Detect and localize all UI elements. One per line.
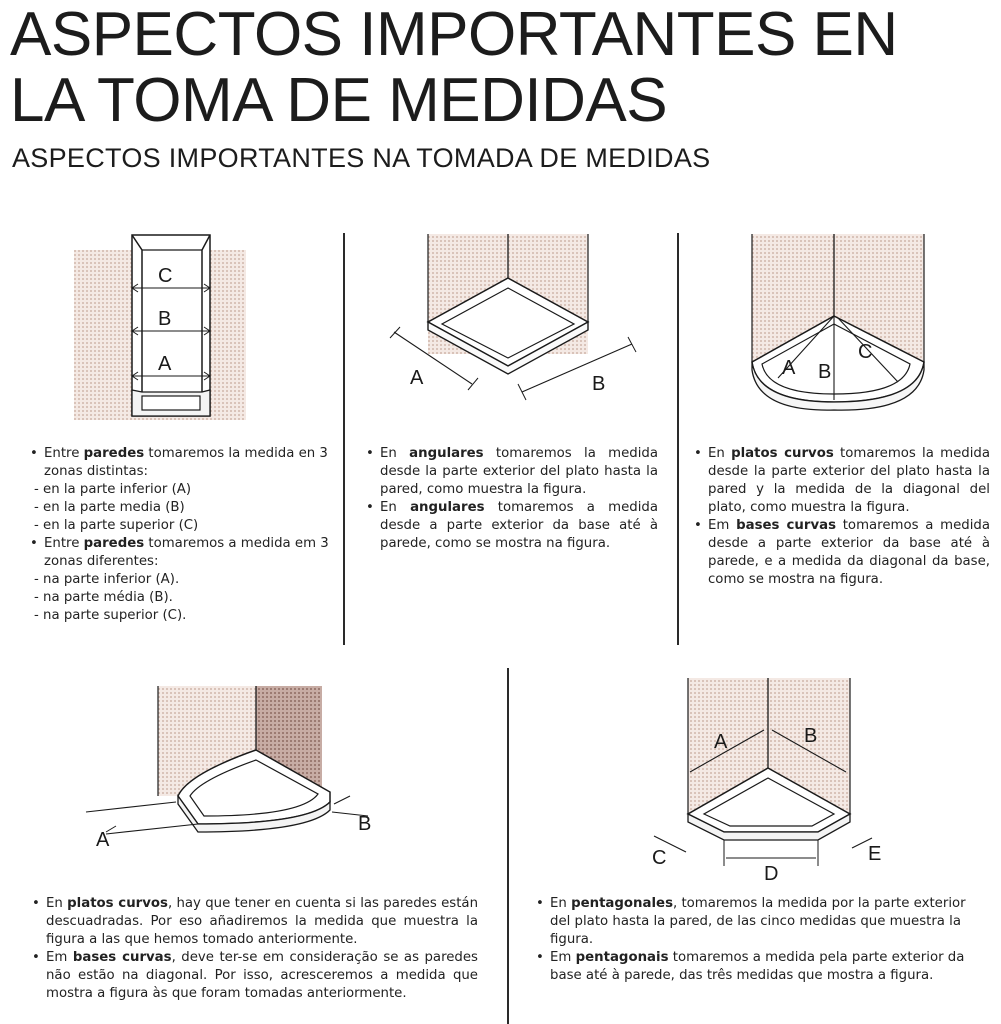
keyword: pentagonales	[571, 896, 673, 911]
pentagonal-diagram	[646, 676, 891, 886]
walls-pt-sub-2: - na parte média (B).	[34, 590, 173, 605]
page-title	[10, 2, 898, 134]
text: , tomaremos la medida por la parte exterior del plato hasta la pared, de las cinco medidas que muestra la figura.	[550, 896, 966, 947]
curved-es-item	[694, 445, 990, 517]
label-b: B	[358, 813, 372, 835]
pentagonal-pt-item	[536, 949, 988, 985]
keyword: angulares	[409, 446, 484, 461]
label-a: A	[158, 353, 172, 375]
label-a: A	[410, 367, 424, 389]
pentagonal-es-item	[536, 895, 988, 949]
figure-curved-offset-measure	[78, 684, 388, 854]
text: Em	[708, 518, 737, 533]
walls-pt-item	[30, 535, 330, 571]
walls-diagram	[70, 230, 250, 430]
label-b: B	[818, 361, 832, 383]
keyword: paredes	[83, 446, 145, 461]
walls-es-sub-3: - en la parte superior (C)	[34, 518, 199, 533]
keyword: angulares	[410, 500, 485, 515]
figure-walls-measure	[70, 230, 250, 430]
angular-pt-item	[366, 499, 658, 553]
figure-angular-measure	[380, 232, 645, 402]
label-b: B	[158, 308, 172, 330]
page-title-line-1: ASPECTOS IMPORTANTES EN	[10, 0, 898, 69]
text: tomaremos la medida en 3 zonas distintas:	[44, 446, 328, 479]
curved-pt-item	[694, 517, 990, 589]
text: tomaremos a medida em 3 zonas diferentes:	[44, 536, 329, 569]
curved-offset-pt-item	[32, 949, 478, 1003]
angular-es-item	[366, 445, 658, 499]
text: Em	[550, 950, 576, 965]
keyword: platos curvos	[67, 896, 168, 911]
text: En	[46, 896, 68, 911]
text: En	[708, 446, 732, 461]
walls-es-sub-2: - en la parte media (B)	[34, 500, 185, 515]
text: En	[380, 500, 411, 515]
keyword: paredes	[83, 536, 145, 551]
text: Entre	[44, 536, 84, 551]
figure-curved-measure	[748, 232, 928, 412]
curved-offset-es-item	[32, 895, 478, 949]
curved-offset-diagram	[78, 684, 388, 854]
text: tomaremos a medida desde a parte exterior da base até à parede, como se mostra na figura.	[380, 500, 658, 551]
text: tomaremos la medida desde la parte exterior del plato hasta la pared, como muestra la figura.	[380, 446, 659, 497]
figure-pentagonal-measure	[646, 676, 891, 886]
walls-es-sub-1: - en la parte inferior (A)	[34, 482, 192, 497]
text: , deve ter-se em consideração se as paredes não estão na diagonal. Por isso, acresceremos a medida que mostra a figura às que foram tomadas anteriormente.	[46, 950, 478, 1001]
text: , hay que tener en cuenta si las paredes están descuadradas. Por eso añadiremos la medida que muestra la figura a las que hemos tomado anteriormente.	[46, 896, 478, 947]
label-e: E	[868, 843, 882, 865]
label-d: D	[764, 863, 779, 885]
walls-es-item	[30, 445, 330, 481]
label-b: B	[592, 373, 606, 395]
angular-diagram	[380, 232, 645, 402]
label-c: C	[652, 847, 667, 869]
text: En	[380, 446, 410, 461]
text: tomaremos a medida pela parte exterior da base até à parede, das três medidas que mostra a figura.	[550, 950, 965, 983]
column-divider-1	[343, 233, 345, 645]
keyword: bases curvas	[72, 950, 172, 965]
keyword: bases curvas	[736, 518, 836, 533]
text: Entre	[44, 446, 84, 461]
keyword: platos curvos	[731, 446, 834, 461]
curved-diagram	[748, 232, 928, 412]
label-c: C	[858, 341, 873, 363]
text-block-angular	[366, 445, 658, 553]
text-block-walls	[30, 445, 330, 625]
text: tomaremos la medida desde la parte exterior del plato hasta la pared y la medida de la diagonal del plato, como muestra la figura.	[708, 446, 990, 515]
label-a: A	[782, 357, 796, 379]
label-c: C	[158, 265, 173, 287]
page-title-line-2: LA TOMA DE MEDIDAS	[10, 66, 668, 135]
page-subtitle: ASPECTOS IMPORTANTES NA TOMADA DE MEDIDAS	[12, 143, 711, 173]
column-divider-2	[677, 233, 679, 645]
text-block-curved-offset	[32, 895, 478, 1003]
walls-pt-sub-3: - na parte superior (C).	[34, 608, 187, 623]
column-divider-3	[507, 668, 509, 1024]
label-b: B	[804, 725, 818, 747]
walls-pt-sub-1: - na parte inferior (A).	[34, 572, 180, 587]
text: tomaremos a medida desde a parte exterior da base até à parede, e a medida da diagonal da base, como se mostra na figura.	[708, 518, 990, 587]
text-block-pentagonal	[536, 895, 988, 985]
text: En	[550, 896, 572, 911]
label-a: A	[96, 829, 110, 851]
text-block-curved	[694, 445, 990, 589]
text: Em	[46, 950, 73, 965]
keyword: pentagonais	[575, 950, 669, 965]
label-a: A	[714, 731, 728, 753]
